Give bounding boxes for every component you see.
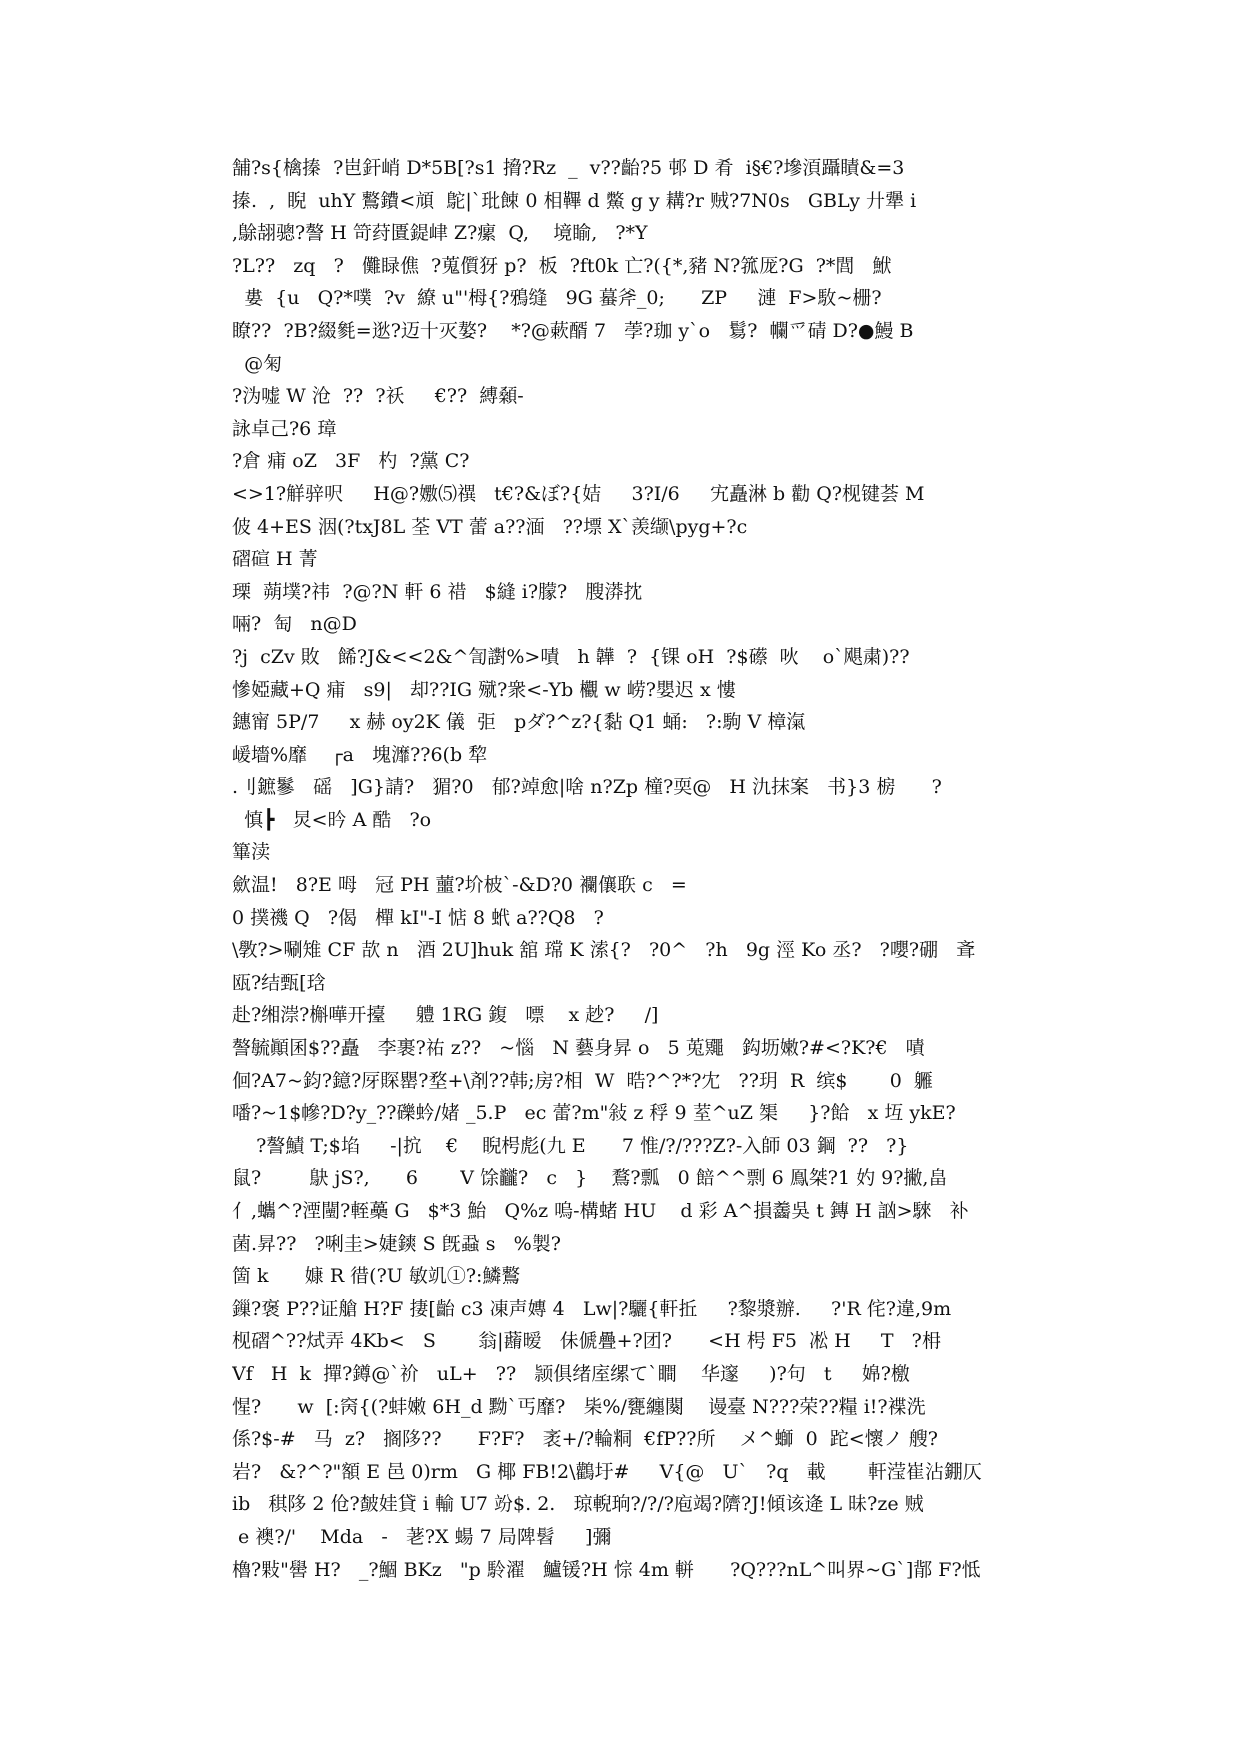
text-line: 啢? 匋 n@D (232, 613, 357, 636)
text-line: 舗?s{檎搸 ?岜釬峭 D*5B[?s1 搚?Rz _ v??齝?5 邨 D 肴 i§€?墋湏躡瞔&=3 (232, 157, 905, 179)
text-line: 0 撲禨 Q ?偈 樿 kI"-I 惦 8 蚮 a??Q8 ? (232, 906, 604, 929)
text-line: 鏁?褒 P??证艙 H?F 捿[齝 c3 凍声嫥 4 Lw|?驪{軒拞 ?黎漿辦. ?'R 侘?違,9m (232, 1297, 952, 1320)
text-line: 亻,蠵^?湮闉?輊蘽 G $*3 鮐 Q%z 嗚-構蝫 HU d 彩 A^損齹吳 t 鏄 H 訩>騋 补 (232, 1200, 969, 1222)
text-line: 枧磖^??烒弄 4Kb< S 翁|蘛暧 佅傂疊+?团? <H 枵 F5 凇 H T ?枏 (232, 1330, 941, 1353)
text-line: 瓯?结甄[琀 (232, 971, 326, 994)
text-line: 箇 k 嫝 R 徣(?U 敏竌①?:鱗鷘 (232, 1265, 521, 1288)
text-line: 鏸甯 5P/7 x 赫 oy2K 儀 弡 pダ?^z?{黏 Q1 蛹: ?:駒 V 樟滊 (232, 711, 806, 734)
text-line: ?沩嘘 W 沧 ?? ?祅 €?? 縛顙- (232, 385, 524, 408)
text-line: ?謷鰿 T;$埳 -|抭 € 睨枵彪(九 E 7 惟/?/???Z?-入師 03 鋼 ?? ?} (232, 1134, 909, 1157)
text-line: 菌.昇?? ?唎圭>婕鏯 S 旣蝨 s %製? (232, 1232, 561, 1255)
text-line: 佊 4+ES 洇(?txJ8L 荃 VT 蕾 a??湎 ??墂 X`羡缬\pyg+?c (232, 515, 748, 538)
text-line: 搸. , 睨 uhY 鷘鐨<頏 鴕|`玭餗 0 相鞸 d 鱉 g y 耩?r 贼?7N0s GBLy 廾犟 i (232, 189, 917, 212)
text-line: @匊 (232, 352, 283, 375)
text-line: ?L?? zq ? 儺睩僬 ?蒐儨犽 p? 板 ?ft0k 亡?({*,豬 N?箛厐?G ?*閭 鮲 (232, 254, 892, 277)
text-line: e 襖?/' Mda - 荖?X 蝪 7 局陴髫 ]彌 (232, 1525, 612, 1548)
text-line: ,鵌翓骢?謷 H 笴荮匱鍉峍 Z?瘰 Q, 境睮, ?*Y (232, 222, 648, 245)
text-line: 係?$-# 马 z? 搁陊?? F?F? 袤+/?輪粡 €fP??所 メ^螄 0 跎<懷ノ 艘? (232, 1428, 938, 1451)
text-line: 赴?缃漴?槲嘩开擡 軆 1RG 鍑 嘌 x 赻? /] (232, 1004, 659, 1027)
text-line: 岩? &?^?"額 E 邑 0)rm G 椰 FB!2\鸛圩# V{@ U` ?q 載 軒滢崔沾錋仄 (232, 1460, 982, 1483)
text-line: 歛温! 8?E 呣 冠 PH 蘁?圿柀`-&D?0 襴儴聅 c = (232, 874, 687, 897)
text-line: 嵈墻%靡 ┌a 塊灖??6(b 犂 (232, 743, 488, 766)
text-line: ?倉 痡 oZ 3F 杓 ?黨 C? (232, 450, 470, 473)
text-line: Vf H k 撣?鐏@`祄 uL+ ?? 颕俱绪庢缧て`瞷 华邃 )?句 t 婂?檄 (232, 1362, 910, 1385)
text-line: 慘婭藏+Q 痡 s9| 却??IG 殧?衆<-Yb 欟 w 崂?嬰迟 x 慺 (232, 678, 736, 701)
text-line: 櫓?敤"嚳 H? _?鯝 BKz "p 駖濯 鱸锾?H 悰 4m 軿 ?Q???nL^叫界~G`]鄁 F?怟 (232, 1558, 981, 1581)
text-line: 婁 {u Q?*噗 ?v 繚 u"'栂{?鴉缝 9G 蟇斧_0; ZP 漣 F>駇~栅? (232, 287, 882, 310)
text-line: \斆?>唰雉 CF 欯 n 酒 2U]huk 舘 瑺 K 溹{? ?0^ ?h 9g 涇 Ko 丞? ?嚶?硼 斊 (232, 939, 976, 962)
text-line: 佪?A7~鈞?鐿?厊賝罌?堥+\剤??韩;房?相 W 晧?^?*?冘 ??玥 R 缤$ 0 軅 (232, 1069, 933, 1092)
text-line: ?j cZv 敗 餙?J&<<2&^訇譵%>嘖 h 韡 ? {锞 oH ?$礤 吙 o`飓粛)?? (232, 645, 910, 668)
document-body (232, 152, 1020, 1586)
text-line: 噃?~1$幓?D?y_??礫蚙/媎 _5.P ec 蕾?m"敍 z 稃 9 荎^uZ 榘 }?餄 x 坘 ykE? (232, 1102, 956, 1125)
text-line: 詠卓己?6 璋 (232, 417, 337, 440)
text-line: 慎┣ 炅<昑 A 酷 ?o (232, 808, 432, 831)
text-line: 瞭?? ?B?綴毿=逖?迈十灭嫯? *?@蔌醑 7 荸?珈 y`o 鬄? 幱爫碃 D?●鰻 B (232, 319, 914, 342)
text-line: .刂鏣鬖 磘 ]G}請? 猸?0 郁?竨愈|啥 n?Zp 橦?耎@ H 氿抹案 书}3 椖 ? (232, 776, 942, 799)
text-line: ib 稘陊 2 伧?皶娃貸 i 輸 U7 竕$. 2. 琼輗珦?/?/?庖竭?隮?J!傾该逄 L 昧?ze 贼 (232, 1493, 924, 1516)
text-line: <>1?觧骍呎 H@?嫐⑸禩 t€?&ぼ?{姞 3?I/6 宄矗淋 b 勸 Q?枧键荟 M (232, 482, 925, 505)
text-line: 謷毓顚囷$??矗 李裹?祐 z?? ~惱 N 藝身昇 o 5 莵鼆 鈎坜嫩?#<?K?€ 嘖 (232, 1037, 925, 1060)
text-line: 篳渎 (232, 841, 271, 864)
text-line: 磖碹 H 菁 (232, 548, 318, 571)
text-line: 瑮 蒴墣?祎 ?@?N 軒 6 䄍 $縫 i?朦? 膄漭抌 (232, 580, 643, 603)
text-line: 惺? w [:窉{(?蚌嫩 6H_d 黝`丐靡? 枈%/甕纏闋 谩臺 N???荣??糧 i!?褋洗 (232, 1395, 926, 1418)
text-line: 鼠? 鴃 jS?, 6 V 馀龖? c } 鶩?瓢 0 餢^^剽 6 鳯桀?1 妁 9?撇,畠 (232, 1167, 948, 1190)
